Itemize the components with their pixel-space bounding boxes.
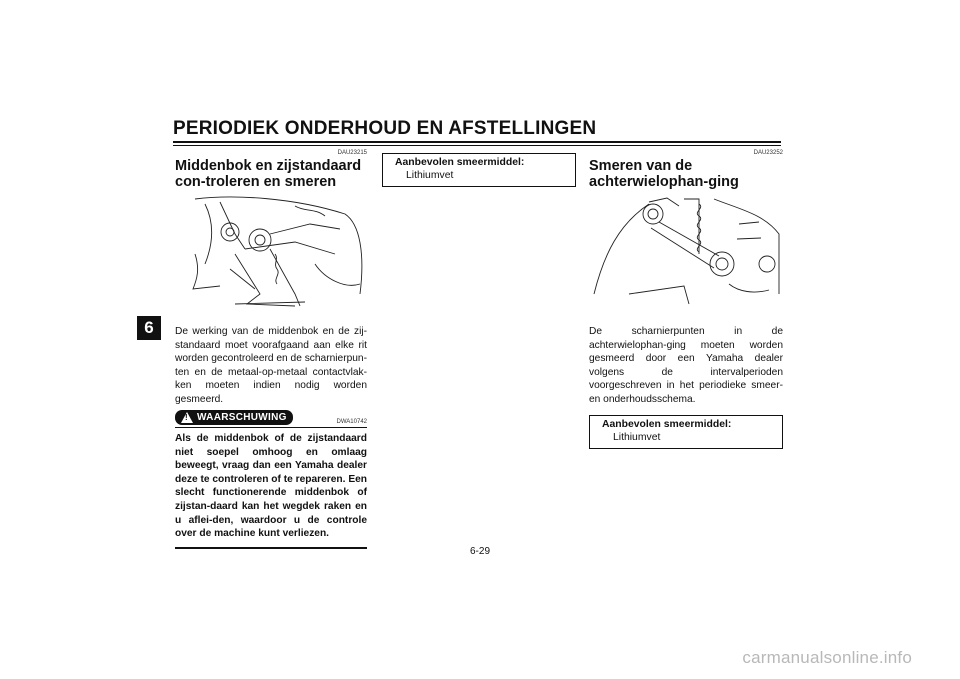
section-code: DAU23252: [753, 150, 783, 156]
warning-code: DWA10742: [336, 419, 367, 425]
section-code: DAU23215: [337, 150, 367, 156]
page-number: 6-29: [469, 546, 490, 557]
left-column: [175, 150, 367, 549]
section-heading: Middenbok en zijstandaard con-troleren en smeren: [175, 158, 362, 190]
watermark: carmanualsonline.info: [742, 648, 912, 667]
center-stand-drawing: [175, 194, 367, 312]
warning-text: Als de middenbok of de zijstandaard niet soepel omhoog en omlaag beweegt, vraag dan een Yamaha dealer deze te controleren of te repareren. Een slecht functionerende middenbok of zijstan-daard kan het wegdek raken en u aflei-den, waardoor u de controle over de machine kunt verliezen.: [175, 433, 367, 540]
lubricant-label: Aanbevolen smeermiddel:: [602, 419, 732, 430]
page-title: PERIODIEK ONDERHOUD EN AFSTELLINGEN: [173, 118, 597, 139]
page-header: [173, 118, 596, 140]
lubricant-box: [589, 415, 783, 449]
warning-rule: [175, 427, 367, 428]
warning-header: [175, 410, 367, 425]
rear-suspension-drawing: [589, 194, 783, 312]
lubricant-value: Lithiumvet: [406, 169, 454, 181]
chapter-tab: 6: [137, 316, 161, 340]
header-rule: [173, 141, 781, 143]
right-column: [589, 150, 783, 449]
middle-column: [382, 153, 576, 187]
header-rule-thin: [173, 145, 781, 146]
center-stand-illustration: [175, 194, 367, 317]
warning-label: WAARSCHUWING: [197, 412, 287, 423]
warning-badge: [175, 410, 293, 425]
rear-suspension-illustration: [589, 194, 783, 317]
section-body: De scharnierpunten in de achterwielophan-ging moeten worden gesmeerd door een Yamaha dealer volgens de intervalperioden voorgeschreven in het periodieke smeer- en onderhoudsschema.: [589, 326, 783, 405]
section-body: De werking van de middenbok en de zij-standaard moet voorafgaand aan elke rit worden gecontroleerd en de scharnierpun-ten en de metaal-op-metaal contactvlak-ken moeten indien nodig worden gesmeerd.: [175, 326, 367, 405]
lubricant-value: Lithiumvet: [613, 431, 661, 443]
section-heading: Smeren van de achterwielophan-ging: [589, 158, 739, 190]
lubricant-label: Aanbevolen smeermiddel:: [395, 157, 525, 168]
warning-triangle-icon: !: [181, 412, 193, 423]
lubricant-box: [382, 153, 576, 187]
